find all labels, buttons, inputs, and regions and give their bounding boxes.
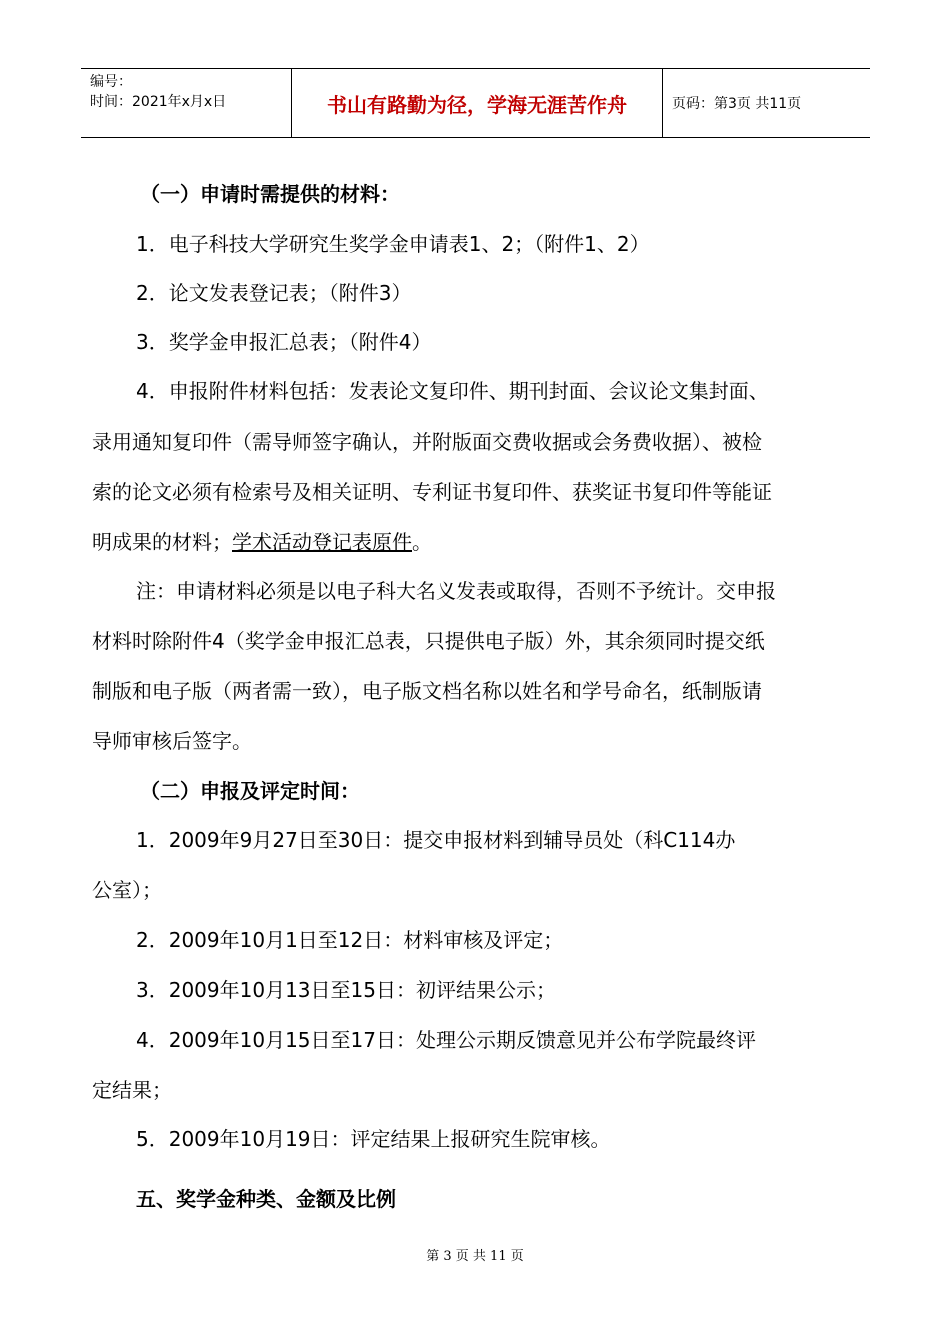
header-page-info: 页码：第3页 共11页 (672, 96, 802, 112)
underlined-text: 学术活动登记表原件 (232, 530, 412, 554)
header-motto: 书山有路勤为径，学海无涯苦作舟 (291, 69, 663, 137)
list-item: 4．2009年10月15日至17日：处理公示期反馈意见并公布学院最终评 (136, 1028, 756, 1052)
paragraph-line: 索的论文必须有检索号及相关证明、专利证书复印件、获奖证书复印件等能证 (92, 480, 772, 504)
note-line: 注：申请材料必须是以电子科大名义发表或取得，否则不予统计。交申报 (136, 579, 776, 603)
list-item: 1．电子科技大学研究生奖学金申请表1、2；（附件1、2） (136, 232, 650, 256)
paragraph-text: 。 (412, 530, 432, 554)
paragraph-line: 定结果； (92, 1078, 172, 1102)
list-item: 2．论文发表登记表；（附件3） (136, 281, 412, 305)
note-line: 制版和电子版（两者需一致），电子版文档名称以姓名和学号命名，纸制版请 (92, 679, 762, 703)
paragraph-line (92, 529, 432, 555)
list-item: 1．2009年9月27日至30日：提交申报材料到辅导员处（科C114办 (136, 828, 736, 852)
page-header (81, 68, 870, 138)
number-label: 编号： (90, 74, 132, 90)
list-item: 3．2009年10月13日至15日：初评结果公示； (136, 978, 556, 1002)
paragraph-line: 公室）； (92, 878, 162, 902)
note-line: 材料时除附件4（奖学金申报汇总表，只提供电子版）外，其余须同时提交纸 (92, 629, 765, 653)
section1-title: （一）申请时需提供的材料： (140, 182, 400, 206)
note-line: 导师审核后签字。 (92, 729, 252, 753)
section2-title: （二）申报及评定时间： (140, 779, 360, 803)
list-item: 4．申报附件材料包括：发表论文复印件、期刊封面、会议论文集封面、 (136, 379, 769, 403)
list-item: 5．2009年10月19日：评定结果上报研究生院审核。 (136, 1127, 611, 1151)
list-item: 2．2009年10月1日至12日：材料审核及评定； (136, 928, 564, 952)
page-footer: 第 3 页 共 11 页 (426, 1249, 524, 1264)
time-label: 时间：2021年x月x日 (90, 94, 227, 110)
section5-title: 五、奖学金种类、金额及比例 (136, 1187, 396, 1211)
paragraph-line: 录用通知复印件（需导师签字确认，并附版面交费收据或会务费收据）、被检 (92, 430, 762, 454)
paragraph-text: 明成果的材料； (92, 530, 232, 554)
list-item: 3．奖学金申报汇总表；（附件4） (136, 330, 432, 354)
header-meta (81, 69, 291, 137)
